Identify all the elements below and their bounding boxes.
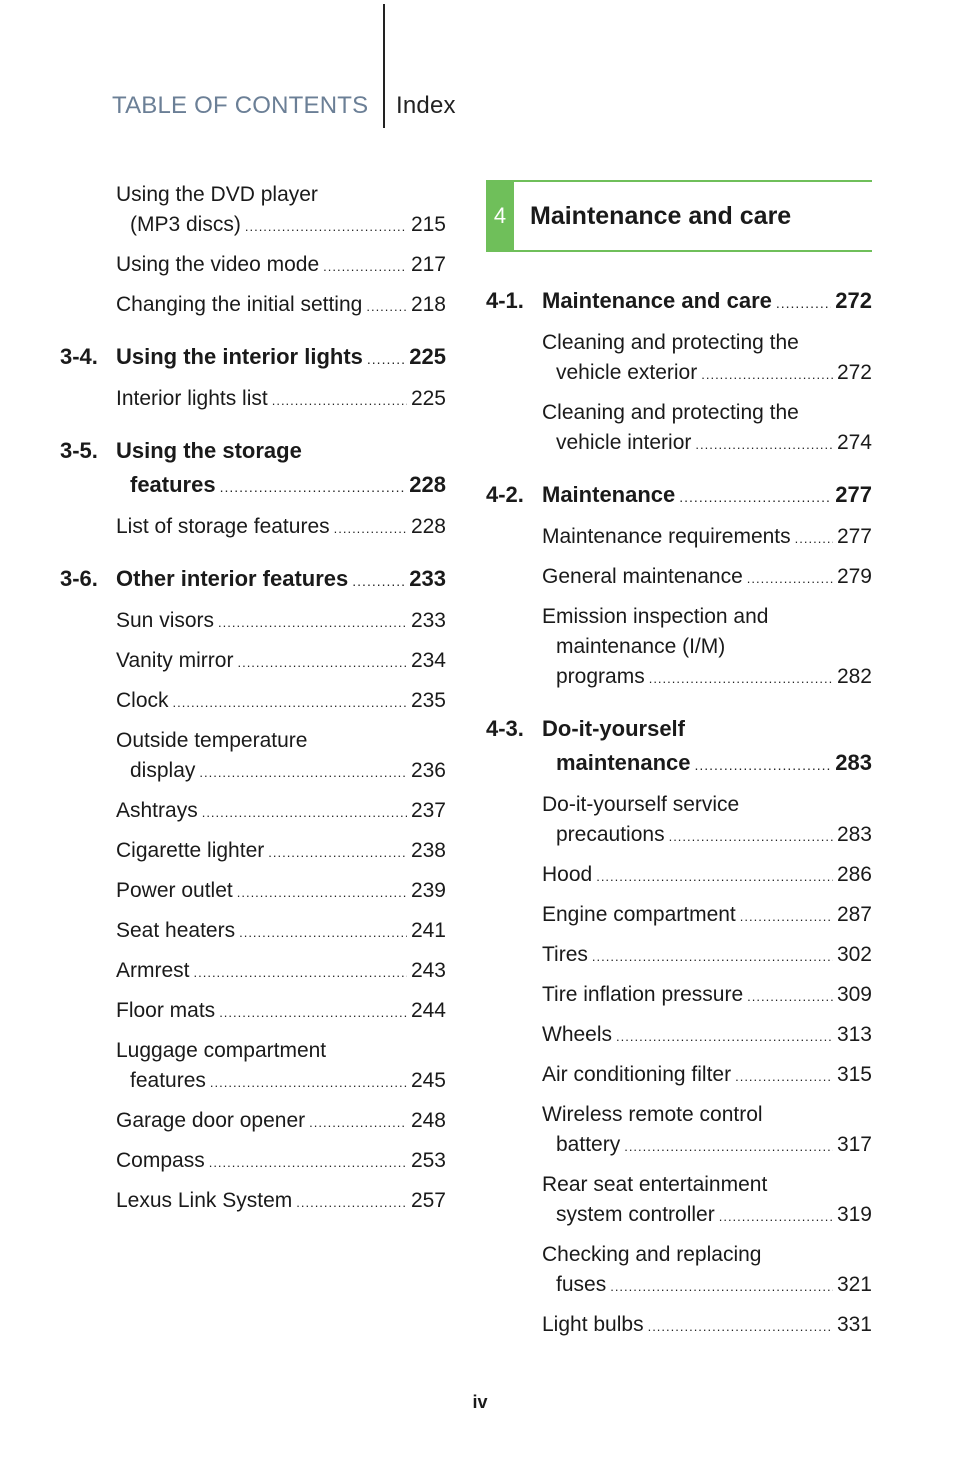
entry-title: Seat heaters xyxy=(116,919,236,942)
entry-row xyxy=(116,916,446,948)
page-ref: 228 xyxy=(410,515,446,538)
section-title xyxy=(116,340,446,376)
entry-row xyxy=(116,340,446,376)
right-sections xyxy=(486,284,872,1342)
entry-row xyxy=(116,1106,446,1138)
toc-section xyxy=(486,478,872,694)
dot-leader xyxy=(296,1188,407,1218)
toc-entry[interactable] xyxy=(486,860,872,892)
toc-entry[interactable] xyxy=(486,1020,872,1052)
dot-leader xyxy=(649,664,833,694)
entry-title: Maintenance requirements xyxy=(542,525,791,548)
entry-row xyxy=(116,686,446,718)
section-number: 3-4. xyxy=(60,344,98,369)
toc-entry[interactable] xyxy=(486,790,872,852)
toc-entry[interactable] xyxy=(60,1186,446,1218)
section-title-line: Using the storage xyxy=(116,438,302,463)
section-title xyxy=(542,478,872,514)
toc-entry[interactable] xyxy=(60,686,446,718)
toc-section xyxy=(486,712,872,1342)
entry-title: display xyxy=(130,759,196,782)
toc-entry[interactable] xyxy=(60,876,446,908)
entry-row xyxy=(542,1130,872,1162)
toc-entry[interactable] xyxy=(486,602,872,694)
entry-row xyxy=(116,210,446,242)
entry-title: Compass xyxy=(116,1149,205,1172)
entry-title: Vanity mirror xyxy=(116,649,234,672)
entry-title: Garage door opener xyxy=(116,1109,306,1132)
toc-entry[interactable] xyxy=(486,328,872,390)
toc-entry[interactable] xyxy=(486,900,872,932)
entry-title: Cigarette lighter xyxy=(116,839,265,862)
section-number: 3-5. xyxy=(60,438,98,463)
entry-title: Sun visors xyxy=(116,609,215,632)
chapter-number: 4 xyxy=(486,182,514,250)
page-ref: 272 xyxy=(836,361,872,384)
dot-leader xyxy=(220,470,406,504)
dot-leader xyxy=(366,292,407,322)
dot-leader xyxy=(209,1148,407,1178)
dot-leader xyxy=(219,998,407,1028)
entry-title: Interior lights list xyxy=(116,387,268,410)
dot-leader xyxy=(701,360,833,390)
page-ref: 225 xyxy=(409,344,446,369)
left-sections xyxy=(60,340,446,1218)
toc-entry[interactable] xyxy=(486,522,872,554)
toc-entry[interactable] xyxy=(60,916,446,948)
section-title xyxy=(542,712,872,782)
toc-entry[interactable] xyxy=(486,1170,872,1232)
page-ref: 248 xyxy=(410,1109,446,1132)
dot-leader xyxy=(695,748,832,782)
section-heading[interactable] xyxy=(486,712,872,782)
dot-leader xyxy=(747,564,833,594)
toc-entry[interactable] xyxy=(60,384,446,416)
dot-leader xyxy=(679,480,831,514)
dot-leader xyxy=(740,902,833,932)
dot-leader xyxy=(367,342,405,376)
page-ref: 215 xyxy=(410,213,446,236)
entry-row xyxy=(116,290,446,322)
entry-row xyxy=(542,1020,872,1052)
toc-entry[interactable] xyxy=(486,1310,872,1342)
dot-leader xyxy=(272,386,407,416)
dot-leader xyxy=(202,798,407,828)
entry-row xyxy=(542,746,872,782)
page-ref: 237 xyxy=(410,799,446,822)
toc-entry[interactable] xyxy=(60,996,446,1028)
entry-title: Wheels xyxy=(542,1023,613,1046)
page-ref: 313 xyxy=(836,1023,872,1046)
entry-row xyxy=(542,522,872,554)
entry-title: vehicle exterior xyxy=(556,361,698,384)
left-column xyxy=(60,180,446,1226)
right-column xyxy=(486,180,872,1350)
entry-line: Rear seat entertainment xyxy=(542,1173,768,1196)
entry-title: Using the video mode xyxy=(116,253,320,276)
header-divider xyxy=(383,4,385,128)
entry-title: programs xyxy=(556,665,645,688)
page-ref: 319 xyxy=(836,1203,872,1226)
dot-leader xyxy=(592,942,833,972)
page-ref: 286 xyxy=(836,863,872,886)
entry-row xyxy=(542,1060,872,1092)
entry-title: Changing the initial setting xyxy=(116,293,363,316)
page-ref: 279 xyxy=(836,565,872,588)
entry-row xyxy=(116,1066,446,1098)
entry-title: vehicle interior xyxy=(556,431,692,454)
page-ref: 234 xyxy=(410,649,446,672)
toc-section xyxy=(60,434,446,544)
entry-row xyxy=(116,250,446,282)
entry-title: fuses xyxy=(556,1273,607,1296)
dot-leader xyxy=(323,252,407,282)
entry-title: Other interior features xyxy=(116,566,349,591)
section-heading[interactable] xyxy=(60,340,446,376)
entry-title: features xyxy=(130,472,216,497)
entry-row xyxy=(116,956,446,988)
dot-leader xyxy=(596,862,833,892)
dot-leader xyxy=(352,564,405,598)
page-ref: 302 xyxy=(836,943,872,966)
toc-entry[interactable] xyxy=(60,290,446,322)
toc-section xyxy=(60,562,446,1218)
page-ref: 241 xyxy=(410,919,446,942)
toc-entry[interactable] xyxy=(60,646,446,678)
page-ref: 235 xyxy=(410,689,446,712)
entry-title: Engine compartment xyxy=(542,903,736,926)
dot-leader xyxy=(610,1272,833,1302)
entry-title: List of storage features xyxy=(116,515,330,538)
index-tab[interactable]: Index xyxy=(396,92,456,119)
entry-row xyxy=(542,662,872,694)
table-of-contents-tab[interactable]: TABLE OF CONTENTS xyxy=(112,92,369,119)
entry-title: Armrest xyxy=(116,959,190,982)
entry-row xyxy=(116,876,446,908)
page-ref: 236 xyxy=(410,759,446,782)
entry-line: Wireless remote control xyxy=(542,1103,763,1126)
dot-leader xyxy=(616,1022,833,1052)
dot-leader xyxy=(199,758,407,788)
dot-leader xyxy=(735,1062,833,1092)
dot-leader xyxy=(334,514,407,544)
entry-row xyxy=(542,428,872,460)
dot-leader xyxy=(218,608,407,638)
page-ref: 272 xyxy=(835,288,872,313)
entry-row xyxy=(542,820,872,852)
toc-entry[interactable] xyxy=(486,1240,872,1302)
entry-title: Tire inflation pressure xyxy=(542,983,744,1006)
section-number: 3-6. xyxy=(60,566,98,591)
entry-title: Air conditioning filter xyxy=(542,1063,732,1086)
page-ref: 287 xyxy=(836,903,872,926)
page-ref: 217 xyxy=(410,253,446,276)
entry-title: Maintenance xyxy=(542,482,676,507)
dot-leader xyxy=(624,1132,833,1162)
page-ref: 331 xyxy=(836,1313,872,1336)
dot-leader xyxy=(237,878,407,908)
entry-row xyxy=(542,860,872,892)
toc-entry[interactable] xyxy=(60,250,446,282)
toc-entry[interactable] xyxy=(486,940,872,972)
dot-leader xyxy=(747,982,833,1012)
dot-leader xyxy=(268,838,407,868)
page-ref: 239 xyxy=(410,879,446,902)
chapter-title: Maintenance and care xyxy=(530,201,792,230)
dot-leader xyxy=(695,430,833,460)
entry-row xyxy=(542,562,872,594)
entry-title: (MP3 discs) xyxy=(130,213,241,236)
dot-leader xyxy=(309,1108,407,1138)
dot-leader xyxy=(239,918,407,948)
entry-row xyxy=(116,756,446,788)
toc-entry[interactable] xyxy=(486,1100,872,1162)
intro-entries xyxy=(60,180,446,322)
page-ref: 228 xyxy=(409,472,446,497)
chapter-heading[interactable] xyxy=(486,180,872,252)
entry-row xyxy=(542,980,872,1012)
entry-row xyxy=(116,646,446,678)
toc-entry[interactable] xyxy=(60,1106,446,1138)
dot-leader xyxy=(648,1312,833,1342)
section-number: 4-2. xyxy=(486,482,524,507)
entry-line: Do-it-yourself service xyxy=(542,793,740,816)
entry-line: Cleaning and protecting the xyxy=(542,401,799,424)
toc-entry[interactable] xyxy=(486,980,872,1012)
entry-row xyxy=(116,562,446,598)
page-ref: 309 xyxy=(836,983,872,1006)
entry-title: precautions xyxy=(556,823,665,846)
toc-entry[interactable] xyxy=(60,956,446,988)
page-ref: 321 xyxy=(836,1273,872,1296)
entry-row xyxy=(542,358,872,390)
section-number: 4-3. xyxy=(486,716,524,741)
section-heading[interactable] xyxy=(60,562,446,598)
page-ref: 218 xyxy=(410,293,446,316)
entry-row xyxy=(116,1146,446,1178)
page-ref: 274 xyxy=(836,431,872,454)
page-ref: 243 xyxy=(410,959,446,982)
entry-row xyxy=(542,284,872,320)
page-ref: 283 xyxy=(836,823,872,846)
toc-entry[interactable] xyxy=(486,562,872,594)
entry-title: Power outlet xyxy=(116,879,233,902)
toc-entry[interactable] xyxy=(60,1146,446,1178)
entry-row xyxy=(116,512,446,544)
dot-leader xyxy=(210,1068,407,1098)
page-number: iv xyxy=(472,1392,488,1412)
entry-title: system controller xyxy=(556,1203,715,1226)
page-ref: 253 xyxy=(410,1149,446,1172)
toc-entry[interactable] xyxy=(60,1036,446,1098)
entry-title: General maintenance xyxy=(542,565,743,588)
entry-row xyxy=(542,478,872,514)
entry-title: maintenance xyxy=(556,750,691,775)
entry-row xyxy=(542,1270,872,1302)
toc-entry[interactable] xyxy=(60,512,446,544)
entry-row xyxy=(116,384,446,416)
entry-row xyxy=(116,1186,446,1218)
toc-section xyxy=(486,284,872,460)
entry-title: Clock xyxy=(116,689,169,712)
entry-title: features xyxy=(130,1069,206,1092)
toc-entry[interactable] xyxy=(60,726,446,788)
entry-row xyxy=(116,796,446,828)
page-ref: 233 xyxy=(409,566,446,591)
section-number: 4-1. xyxy=(486,288,524,313)
toc-entry[interactable] xyxy=(60,180,446,242)
toc-entry[interactable] xyxy=(60,796,446,828)
toc-section xyxy=(60,340,446,416)
page-ref: 257 xyxy=(410,1189,446,1212)
section-title xyxy=(542,284,872,320)
section-title xyxy=(116,434,446,504)
entry-title: Maintenance and care xyxy=(542,288,772,313)
dot-leader xyxy=(173,688,407,718)
entry-row xyxy=(542,1200,872,1232)
entry-line: Using the DVD player xyxy=(116,183,318,206)
section-heading[interactable] xyxy=(60,434,446,504)
entry-title: Tires xyxy=(542,943,588,966)
page-ref: 282 xyxy=(836,665,872,688)
entry-title: Floor mats xyxy=(116,999,216,1022)
section-title xyxy=(116,562,446,598)
dot-leader xyxy=(669,822,833,852)
entry-line: Outside temperature xyxy=(116,729,308,752)
entry-title: Lexus Link System xyxy=(116,1189,293,1212)
entry-row xyxy=(116,836,446,868)
dot-leader xyxy=(776,286,831,320)
toc-entry[interactable] xyxy=(60,836,446,868)
page-ref: 238 xyxy=(410,839,446,862)
entry-row xyxy=(116,996,446,1028)
entry-row xyxy=(542,1310,872,1342)
entry-title: Using the interior lights xyxy=(116,344,363,369)
dot-leader xyxy=(237,648,406,678)
section-title-line: Do-it-yourself xyxy=(542,716,685,741)
dot-leader xyxy=(245,212,407,242)
section-heading[interactable] xyxy=(486,284,872,320)
page-ref: 315 xyxy=(836,1063,872,1086)
section-heading[interactable] xyxy=(486,478,872,514)
entry-title: Ashtrays xyxy=(116,799,198,822)
page-ref: 245 xyxy=(410,1069,446,1092)
page-ref: 283 xyxy=(835,750,872,775)
page-ref: 277 xyxy=(835,482,872,507)
dot-leader xyxy=(194,958,407,988)
dot-leader xyxy=(719,1202,833,1232)
entry-line: Cleaning and protecting the xyxy=(542,331,799,354)
entry-row xyxy=(116,606,446,638)
page-ref: 233 xyxy=(410,609,446,632)
entry-row xyxy=(542,940,872,972)
page-ref: 244 xyxy=(410,999,446,1022)
entry-row xyxy=(542,900,872,932)
toc-entry[interactable] xyxy=(486,398,872,460)
toc-entry[interactable] xyxy=(60,606,446,638)
toc-entry[interactable] xyxy=(486,1060,872,1092)
entry-title: battery xyxy=(556,1133,621,1156)
entry-title: Light bulbs xyxy=(542,1313,644,1336)
entry-row xyxy=(116,468,446,504)
dot-leader xyxy=(795,524,833,554)
page-ref: 277 xyxy=(836,525,872,548)
page-ref: 317 xyxy=(836,1133,872,1156)
entry-line: Luggage compartment xyxy=(116,1039,327,1062)
entry-title: Hood xyxy=(542,863,593,886)
entry-line: Emission inspection and xyxy=(542,605,769,628)
page-ref: 225 xyxy=(410,387,446,410)
entry-line: Checking and replacing xyxy=(542,1243,762,1266)
entry-line: maintenance (I/M) xyxy=(556,635,726,658)
